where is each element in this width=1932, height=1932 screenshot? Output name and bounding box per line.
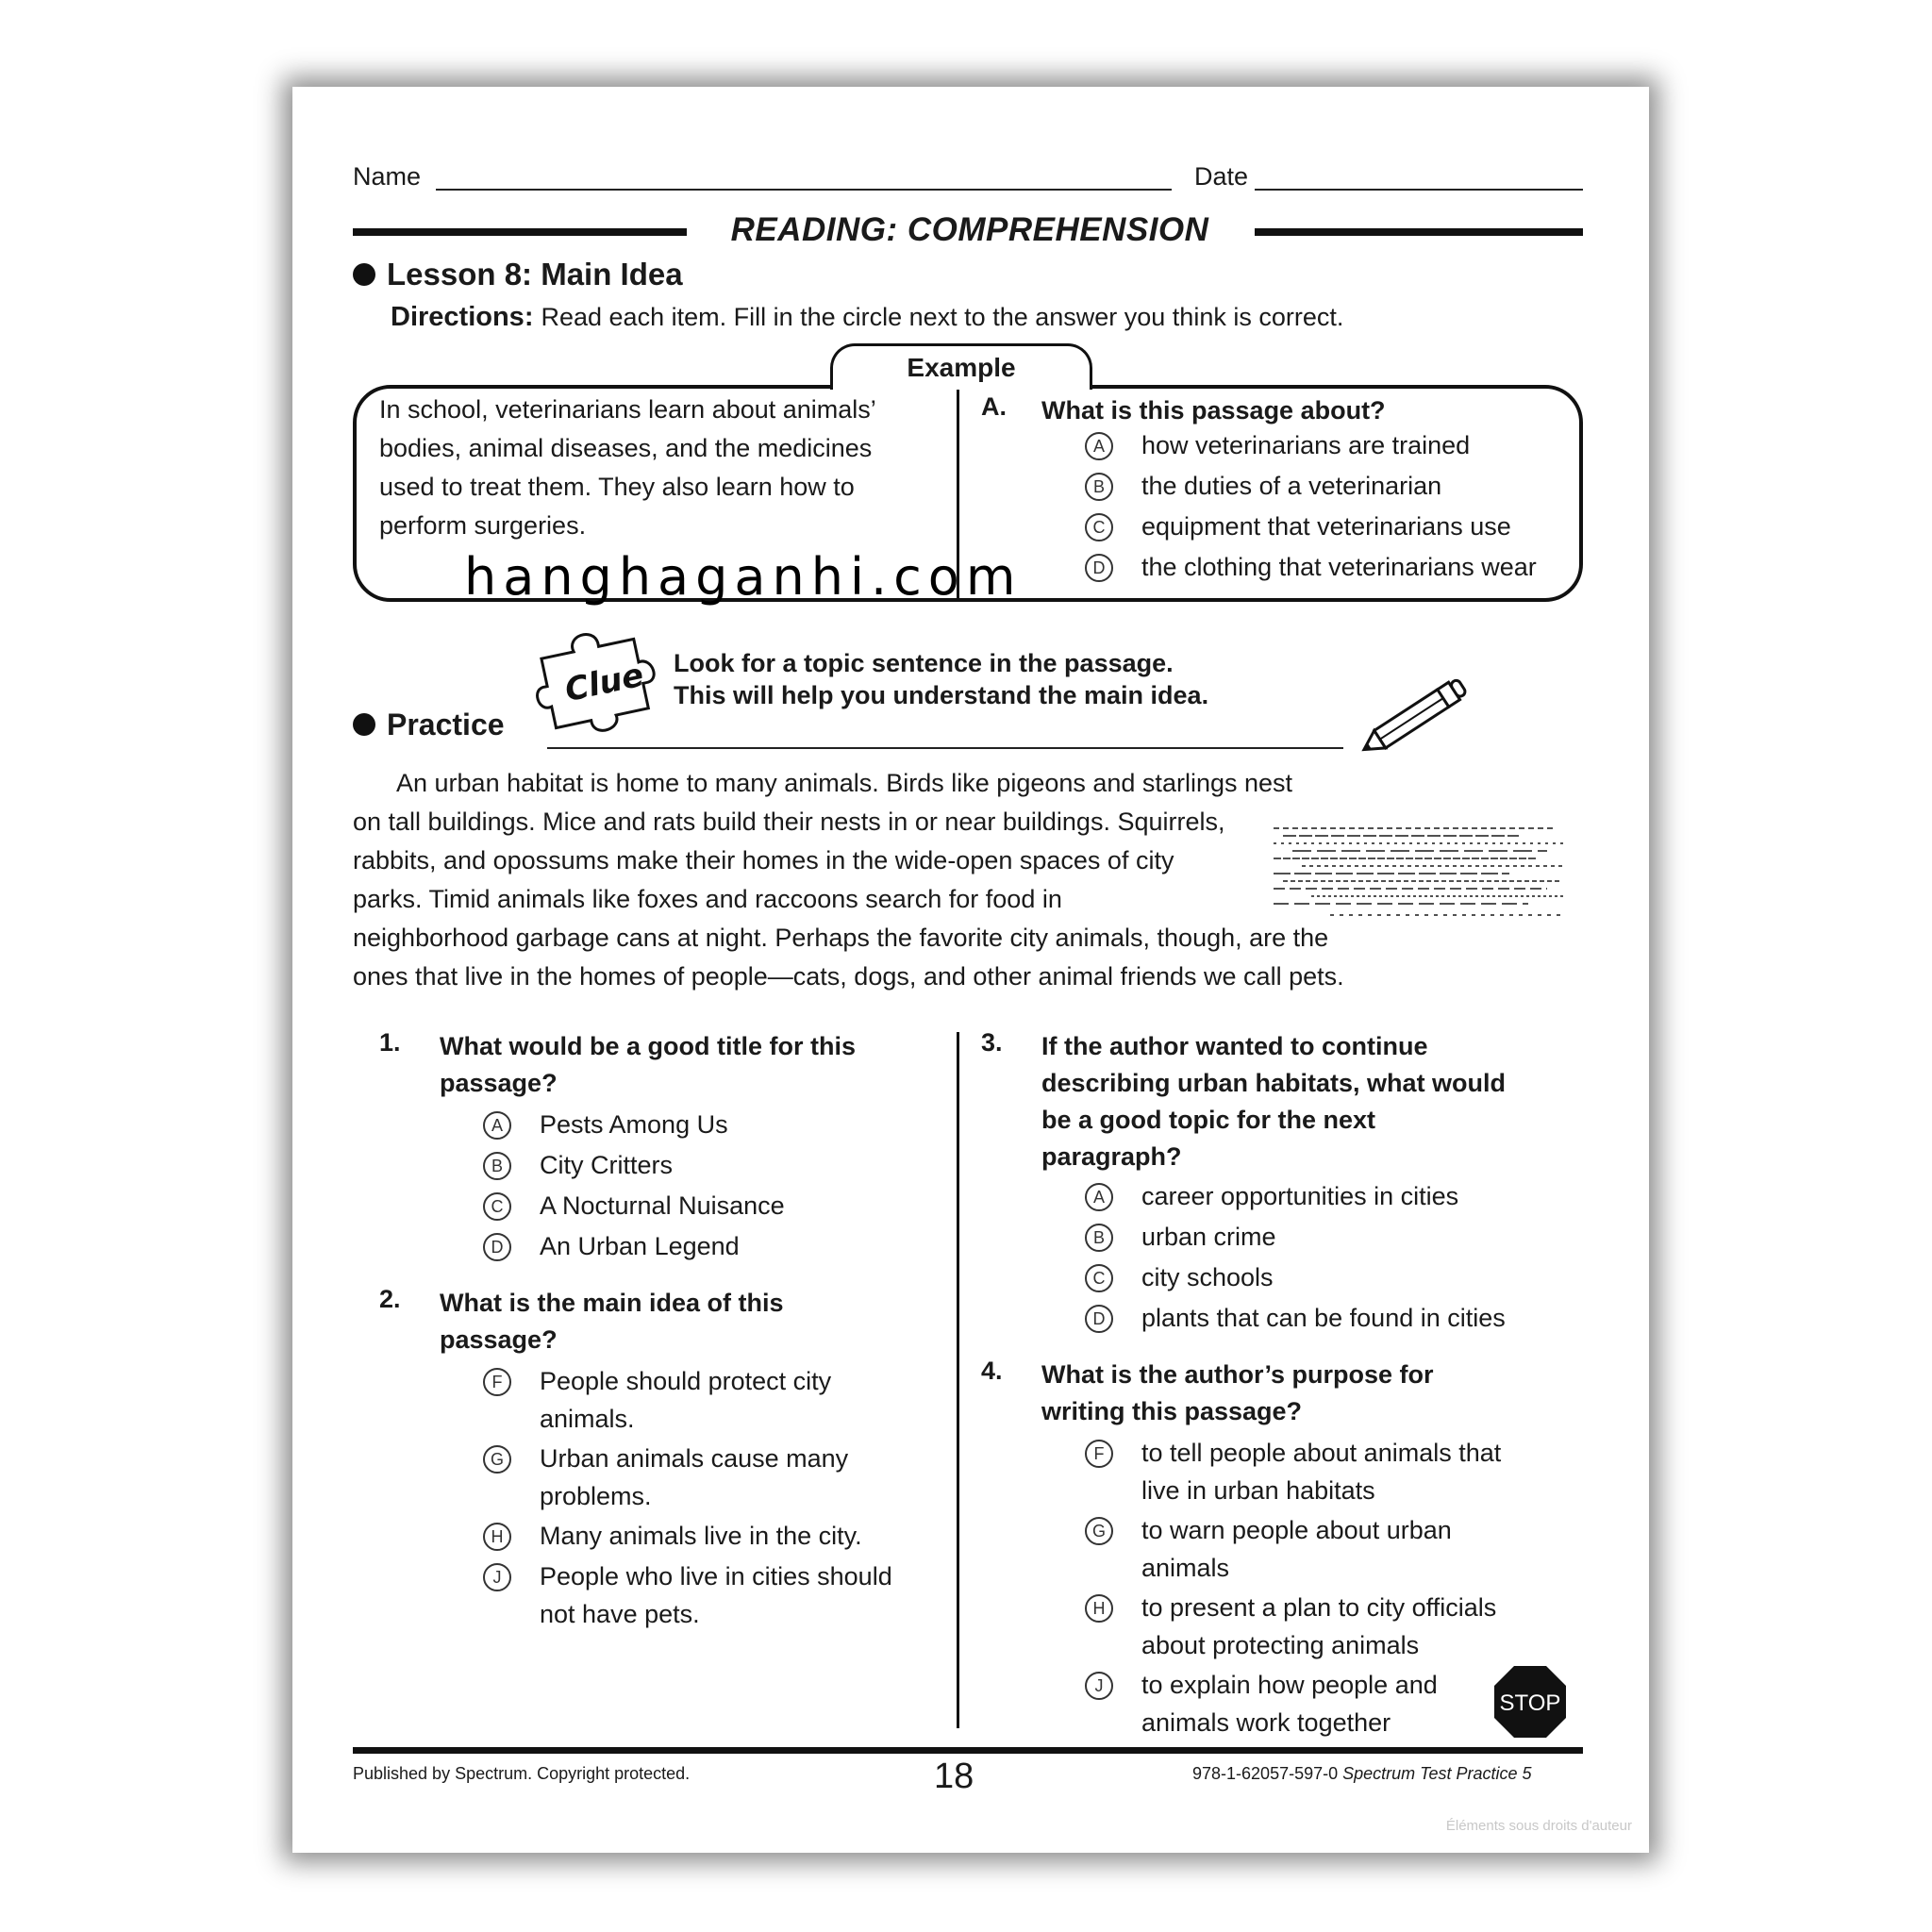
q2-option-h-bubble[interactable] [483, 1523, 511, 1551]
directions-text: Read each item. Fill in the circle next to the answer you think is correct. [541, 303, 1344, 331]
option-line: People who live in cities should [540, 1562, 892, 1591]
watermark-text: hanghaganhi.com [464, 547, 1023, 607]
q1-option-c-bubble[interactable] [483, 1192, 511, 1221]
example-option-c-bubble[interactable] [1085, 513, 1113, 541]
q3-option-d: plants that can be found in cities [1141, 1304, 1506, 1332]
q3-option-a: career opportunities in cities [1141, 1182, 1459, 1210]
q1-option-a: Pests Among Us [540, 1110, 728, 1139]
option-line: to explain how people and [1141, 1671, 1438, 1699]
passage-line: perform surgeries. [379, 511, 587, 540]
option-line: People should protect city [540, 1367, 832, 1395]
passage-line: used to treat them. They also learn how to [379, 473, 855, 501]
question-line: What is the author’s purpose for [1041, 1360, 1434, 1389]
clue-text [674, 647, 1208, 711]
passage-line: neighborhood garbage cans at night. Perhaps the favorite city animals, though, are the [353, 924, 1329, 952]
scan-artifact [1274, 821, 1566, 934]
option-line: animals work together [1141, 1708, 1391, 1737]
book-info [1192, 1764, 1532, 1784]
example-tab: Example [830, 343, 1092, 390]
answer-bubble: J [1085, 1672, 1113, 1700]
answer-bubble: B [1085, 1224, 1113, 1252]
column-divider [957, 1032, 959, 1728]
q4-option-f-bubble[interactable] [1085, 1440, 1113, 1468]
option-line: not have pets. [540, 1600, 700, 1628]
passage-line: rabbits, and opossums make their homes in the wide-open spaces of city [353, 846, 1174, 874]
example-option-b: the duties of a veterinarian [1141, 472, 1442, 500]
answer-bubble: B [483, 1152, 511, 1180]
clue-badge: Clue [561, 656, 647, 710]
option-line: to tell people about animals that [1141, 1439, 1502, 1467]
example-passage [379, 391, 926, 545]
option-line: animals. [540, 1405, 635, 1433]
question-3-number: 3. [981, 1028, 1003, 1057]
example-option-c: equipment that veterinarians use [1141, 512, 1511, 541]
name-field[interactable] [436, 189, 1172, 191]
q3-option-d-bubble[interactable] [1085, 1305, 1113, 1333]
answer-bubble: A [483, 1111, 511, 1140]
question-2-number: 2. [379, 1285, 401, 1313]
publisher-note: Published by Spectrum. Copyright protected. [353, 1764, 691, 1783]
q3-option-b: urban crime [1141, 1223, 1276, 1251]
q4-option-h [1141, 1589, 1496, 1664]
option-line: live in urban habitats [1141, 1476, 1375, 1505]
q4-option-h-bubble[interactable] [1085, 1594, 1113, 1623]
date-label: Date [1194, 162, 1249, 191]
answer-bubble: B [1085, 473, 1113, 501]
answer-bubble: A [1085, 1183, 1113, 1211]
q2-option-h: Many animals live in the city. [540, 1522, 862, 1550]
answer-bubble: C [1085, 513, 1113, 541]
question-line: If the author wanted to continue [1041, 1032, 1428, 1060]
question-line: passage? [440, 1069, 558, 1097]
title-rule-right [1255, 228, 1583, 236]
stop-sign-icon [1492, 1664, 1568, 1740]
section-title: READING: COMPREHENSION [730, 211, 1209, 248]
lesson-title [353, 257, 683, 292]
directions-label: Directions: [391, 302, 534, 332]
pencil-icon [1355, 670, 1477, 764]
example-option-d-bubble[interactable] [1085, 554, 1113, 582]
footer-rule [353, 1747, 1583, 1754]
question-2-text [440, 1285, 784, 1358]
answer-bubble: A [1085, 432, 1113, 460]
worksheet-page [292, 87, 1649, 1853]
question-line: paragraph? [1041, 1142, 1182, 1171]
q4-option-j-bubble[interactable] [1085, 1672, 1113, 1700]
q2-option-j [540, 1557, 892, 1633]
answer-bubble: D [1085, 554, 1113, 582]
q1-option-b: City Critters [540, 1151, 673, 1179]
example-question: What is this passage about? [1041, 396, 1386, 425]
option-line: about protecting animals [1141, 1631, 1420, 1659]
question-line: describing urban habitats, what would [1041, 1069, 1507, 1097]
puzzle-piece-icon [528, 619, 670, 741]
answer-bubble: H [483, 1523, 511, 1551]
q4-option-j [1141, 1666, 1438, 1741]
practice-heading [353, 708, 505, 742]
option-line: animals [1141, 1554, 1230, 1582]
question-line: What would be a good title for this [440, 1032, 856, 1060]
example-option-d: the clothing that veterinarians wear [1141, 553, 1537, 581]
example-option-b-bubble[interactable] [1085, 473, 1113, 501]
question-line: writing this passage? [1041, 1397, 1303, 1425]
q4-option-g [1141, 1511, 1452, 1587]
question-line: What is the main idea of this [440, 1289, 784, 1317]
q1-option-d: An Urban Legend [540, 1232, 740, 1260]
stop-sign-label: STOP [1499, 1690, 1561, 1716]
q2-option-g-bubble[interactable] [483, 1445, 511, 1474]
answer-bubble: F [1085, 1440, 1113, 1468]
option-line: Urban animals cause many [540, 1444, 849, 1473]
q2-option-f-bubble[interactable] [483, 1368, 511, 1396]
bullet-icon [353, 263, 375, 286]
q3-option-b-bubble[interactable] [1085, 1224, 1113, 1252]
passage-line: bodies, animal diseases, and the medicines [379, 434, 873, 462]
date-field[interactable] [1255, 189, 1583, 191]
clue-line: Look for a topic sentence in the passage. [674, 649, 1174, 677]
practice-heading-text: Practice [387, 708, 505, 741]
passage-line: In school, veterinarians learn about animals’ [379, 395, 876, 424]
q2-option-f [540, 1362, 831, 1438]
option-line: problems. [540, 1482, 652, 1510]
page-number: 18 [934, 1757, 974, 1796]
q1-option-b-bubble[interactable] [483, 1152, 511, 1180]
name-label: Name [353, 162, 422, 191]
passage-line: An urban habitat is home to many animals. Birds like pigeons and starlings nest [396, 769, 1293, 797]
option-line: to present a plan to city officials [1141, 1593, 1497, 1622]
q4-option-g-bubble[interactable] [1085, 1517, 1113, 1545]
directions [391, 302, 1343, 333]
answer-bubble: H [1085, 1594, 1113, 1623]
q3-option-c: city schools [1141, 1263, 1274, 1291]
passage-line: on tall buildings. Mice and rats build their nests in or near buildings. Squirrels, [353, 808, 1225, 836]
answer-bubble: C [483, 1192, 511, 1221]
clue-line: This will help you understand the main idea. [674, 681, 1209, 709]
question-line: be a good topic for the next [1041, 1106, 1376, 1134]
answer-bubble: G [483, 1445, 511, 1474]
q1-option-c: A Nocturnal Nuisance [540, 1191, 785, 1220]
answer-bubble: D [483, 1233, 511, 1261]
q3-option-c-bubble[interactable] [1085, 1264, 1113, 1292]
copyright-corner-note: Éléments sous droits d'auteur [1445, 1818, 1632, 1834]
bullet-icon [353, 713, 375, 736]
question-1-text [440, 1028, 856, 1102]
book-title: Spectrum Test Practice 5 [1342, 1764, 1532, 1783]
practice-passage [353, 764, 1409, 996]
option-line: to warn people about urban [1141, 1516, 1452, 1544]
lesson-title-text: Lesson 8: Main Idea [387, 257, 683, 291]
answer-bubble: F [483, 1368, 511, 1396]
title-rule-left [353, 228, 687, 236]
isbn: 978-1-62057-597-0 [1192, 1764, 1339, 1783]
question-3-text [1041, 1028, 1506, 1175]
question-1-number: 1. [379, 1028, 401, 1057]
answer-bubble: C [1085, 1264, 1113, 1292]
answer-bubble: D [1085, 1305, 1113, 1333]
question-4-number: 4. [981, 1357, 1003, 1385]
q2-option-g [540, 1440, 848, 1515]
example-option-a-bubble[interactable] [1085, 432, 1113, 460]
answer-bubble: G [1085, 1517, 1113, 1545]
q2-option-j-bubble[interactable] [483, 1563, 511, 1591]
example-option-a: how veterinarians are trained [1141, 431, 1471, 459]
q3-option-a-bubble[interactable] [1085, 1183, 1113, 1211]
practice-rule [547, 747, 1343, 749]
q1-option-a-bubble[interactable] [483, 1111, 511, 1140]
question-4-text [1041, 1357, 1434, 1430]
answer-bubble: J [483, 1563, 511, 1591]
passage-line: ones that live in the homes of people—cats, dogs, and other animal friends we call pets. [353, 962, 1344, 991]
q1-option-d-bubble[interactable] [483, 1233, 511, 1261]
passage-line: parks. Timid animals like foxes and raccoons search for food in [353, 885, 1062, 913]
q4-option-f [1141, 1434, 1501, 1509]
example-question-letter: A. [981, 392, 1007, 421]
question-line: passage? [440, 1325, 558, 1354]
